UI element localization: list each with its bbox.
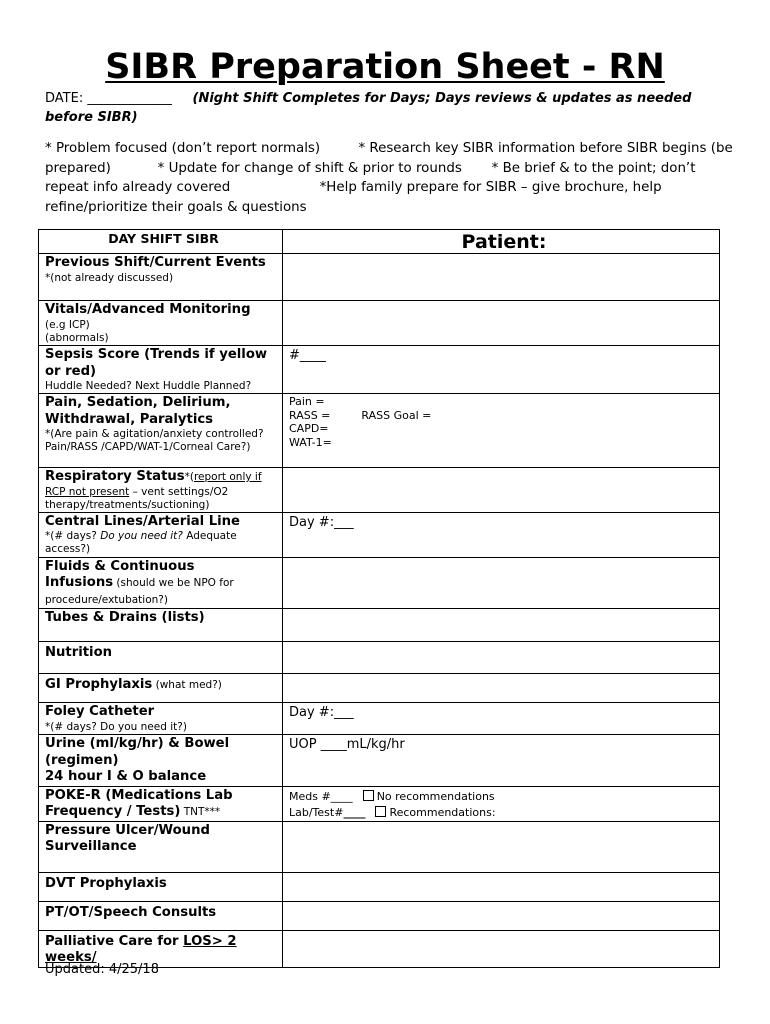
date-note: (Night Shift Completes for Days; Days reviews & updates as needed before SIBR) xyxy=(45,91,692,125)
patient-header: Patient: xyxy=(283,230,720,254)
table-row xyxy=(39,301,720,346)
row-label-pain: Pain, Sedation, Delirium, Withdrawal, Paralytics *(Are pain & agitation/anxiety controlled? Pain/RASS /CAPD/WAT-1/Corneal Care?) xyxy=(39,394,283,468)
table-row xyxy=(39,609,720,642)
table-row xyxy=(39,642,720,674)
lab-test-blank: ____ xyxy=(343,806,366,819)
uop-field: UOP ____mL/kg/hr xyxy=(289,737,405,752)
page-title: SIBR Preparation Sheet - RN xyxy=(105,47,665,87)
instruction-1: * Problem focused (don’t report normals) xyxy=(45,141,321,156)
row-label-palliative: Palliative Care for LOS> 2 weeks/ xyxy=(39,930,283,967)
table-row xyxy=(39,821,720,872)
instruction-3: * Update for change of shift & prior to rounds xyxy=(157,160,462,176)
row-field-gi[interactable] xyxy=(283,674,720,703)
table-row xyxy=(39,557,720,609)
table-row xyxy=(39,703,720,735)
table-header-row xyxy=(39,230,720,254)
instruction-2: * Research key SIBR information before SIBR begins (be prepared) xyxy=(45,141,733,176)
central-lines-day: Day #:___ xyxy=(289,514,354,530)
row-field-foley[interactable] xyxy=(283,703,720,735)
row-label-sepsis: Sepsis Score (Trends if yellow or red) Huddle Needed? Next Huddle Planned? xyxy=(39,346,283,394)
row-label-respiratory: Respiratory Status*(report only if RCP not present – vent settings/O2 therapy/treatments/suctioning) xyxy=(39,468,283,513)
row-field-urine[interactable] xyxy=(283,735,720,787)
row-field-fluids[interactable] xyxy=(283,557,720,609)
table-row xyxy=(39,872,720,901)
row-label-tubes: Tubes & Drains (lists) xyxy=(39,609,283,642)
rass-goal-field: RASS Goal = xyxy=(361,408,432,422)
row-label-poke: POKE-R (Medications Lab Frequency / Tests) TNT*** xyxy=(39,786,283,821)
row-label-urine: Urine (ml/kg/hr) & Bowel (regimen) 24 hour I & O balance xyxy=(39,735,283,787)
row-label-foley: Foley Catheter *(# days? Do you need it?) xyxy=(39,703,283,735)
capd-field: CAPD= xyxy=(289,422,329,435)
meds-field: Meds #____ xyxy=(289,789,353,803)
lab-test-field: Lab/Test# xyxy=(289,806,344,819)
row-field-palliative[interactable] xyxy=(283,930,720,967)
date-line xyxy=(45,89,735,127)
row-field-central-lines[interactable] xyxy=(283,512,720,557)
row-field-previous-shift[interactable] xyxy=(283,254,720,301)
row-field-dvt[interactable] xyxy=(283,872,720,901)
table-row xyxy=(39,512,720,557)
table-row xyxy=(39,468,720,513)
table-row xyxy=(39,786,720,821)
row-label-nutrition: Nutrition xyxy=(39,642,283,674)
row-field-poke[interactable] xyxy=(283,786,720,821)
pain-field: Pain = xyxy=(289,395,325,408)
row-field-sepsis[interactable] xyxy=(283,346,720,394)
row-label-fluids: Fluids & Continuous Infusions (should we be NPO for procedure/extubation?) xyxy=(39,557,283,609)
row-label-pt: PT/OT/Speech Consults xyxy=(39,901,283,930)
day-shift-header: DAY SHIFT SIBR xyxy=(39,230,283,254)
recommendations-label: Recommendations: xyxy=(389,806,496,819)
row-field-pt[interactable] xyxy=(283,901,720,930)
row-field-pressure[interactable] xyxy=(283,821,720,872)
instruction-5: *Help family prepare for SIBR – give brochure, help refine/prioritize their goals & questions xyxy=(45,180,662,215)
sibr-table xyxy=(38,229,720,968)
table-row xyxy=(39,901,720,930)
date-label: DATE: _____________ xyxy=(45,91,172,106)
row-label-pressure: Pressure Ulcer/Wound Surveillance xyxy=(39,821,283,872)
row-field-vitals[interactable] xyxy=(283,301,720,346)
rass-field: RASS = xyxy=(289,408,331,422)
row-label-vitals: Vitals/Advanced Monitoring (e.g ICP) (abnormals) xyxy=(39,301,283,346)
row-label-gi: GI Prophylaxis (what med?) xyxy=(39,674,283,703)
recommendations-checkbox[interactable] xyxy=(375,806,386,817)
table-row xyxy=(39,735,720,787)
updated-date: Updated: 4/25/18 xyxy=(45,962,159,977)
foley-day: Day #:___ xyxy=(289,705,354,720)
table-row xyxy=(39,254,720,301)
row-field-respiratory[interactable] xyxy=(283,468,720,513)
intro-instructions xyxy=(45,139,735,217)
sepsis-value: #____ xyxy=(289,348,326,363)
table-row xyxy=(39,346,720,394)
wat-field: WAT-1= xyxy=(289,435,332,449)
no-recommendations-label: No recommendations xyxy=(376,789,495,803)
row-label-dvt: DVT Prophylaxis xyxy=(39,872,283,901)
row-label-central-lines: Central Lines/Arterial Line *(# days? Do you need it? Adequate access?) xyxy=(39,512,283,557)
instruction-4: * Be brief & to the point; don’t repeat info already covered xyxy=(45,160,696,195)
row-field-pain[interactable] xyxy=(283,394,720,468)
no-recommendations-checkbox[interactable] xyxy=(363,790,374,801)
table-row xyxy=(39,394,720,468)
row-field-nutrition[interactable] xyxy=(283,642,720,674)
table-row xyxy=(39,674,720,703)
row-label-previous-shift: Previous Shift/Current Events *(not already discussed) xyxy=(39,254,283,301)
row-field-tubes[interactable] xyxy=(283,609,720,642)
